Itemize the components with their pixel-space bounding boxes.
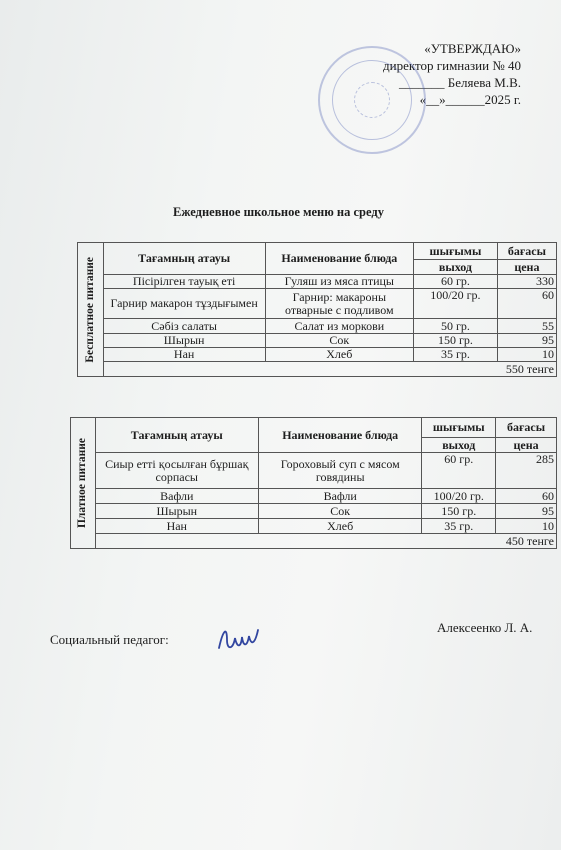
dish-ru: Хлеб [258,519,421,534]
col-output-kz: шығымы [414,243,498,260]
approval-signatory: _______ Беляева М.В. [399,75,521,90]
dish-price: 95 [497,334,556,348]
dish-price: 10 [496,519,557,534]
paid-menu-table [70,417,557,549]
total-row [78,362,557,377]
dish-price: 55 [497,319,556,334]
dish-output: 60 гр. [422,453,496,489]
total-amount: 550 тенге [103,362,556,377]
dish-ru: Вафли [258,489,421,504]
dish-output: 60 гр. [414,275,498,289]
table-row [78,319,557,334]
dish-ru: Гуляш из мяса птицы [265,275,414,289]
col-name-ru: Наименование блюда [258,418,421,453]
dish-ru: Сок [258,504,421,519]
handwritten-signature-icon [215,622,261,656]
dish-output: 50 гр. [414,319,498,334]
table-row [78,275,557,289]
col-name-kz: Тағамның атауы [103,243,265,275]
dish-price: 10 [497,348,556,362]
total-row [71,534,557,549]
dish-price: 60 [497,289,556,319]
table-row [78,348,557,362]
dish-ru: Хлеб [265,348,414,362]
official-stamp-icon [318,46,426,154]
dish-output: 100/20 гр. [422,489,496,504]
dish-price: 285 [496,453,557,489]
table-row [71,489,557,504]
dish-ru: Сок [265,334,414,348]
dish-kz: Сиыр етті қосылған бұршақ сорпасы [95,453,258,489]
approval-position: директор гимназии № 40 [383,58,521,73]
table-row [78,289,557,319]
total-amount: 450 тенге [95,534,556,549]
dish-kz: Сәбіз салаты [103,319,265,334]
dish-ru: Гороховый суп с мясом говядины [258,453,421,489]
dish-output: 100/20 гр. [414,289,498,319]
dish-price: 95 [496,504,557,519]
dish-kz: Пісірілген тауық еті [103,275,265,289]
col-price-ru: цена [497,260,556,275]
approval-date: «__»______2025 г. [419,92,521,107]
col-price-kz: бағасы [496,418,557,438]
col-name-kz: Тағамның атауы [95,418,258,453]
table-row [71,504,557,519]
dish-kz: Вафли [95,489,258,504]
col-price-kz: бағасы [497,243,556,260]
dish-kz: Гарнир макарон тұздығымен [103,289,265,319]
footer-role: Социальный педагог: [50,632,169,647]
table-row [71,519,557,534]
footer-name: Алексеенко Л. А. [437,620,533,635]
col-output-ru: выход [414,260,498,275]
col-output-ru: выход [422,438,496,453]
dish-output: 35 гр. [414,348,498,362]
dish-price: 330 [497,275,556,289]
dish-kz: Нан [103,348,265,362]
col-output-kz: шығымы [422,418,496,438]
paid-section-label: Платное питание [71,418,96,549]
approval-heading: «УТВЕРЖДАЮ» [424,41,521,56]
dish-kz: Шырын [95,504,258,519]
dish-kz: Шырын [103,334,265,348]
dish-price: 60 [496,489,557,504]
dish-output: 150 гр. [414,334,498,348]
table-row [78,334,557,348]
table-row [71,453,557,489]
dish-ru: Гарнир: макароны отварные с подливом [265,289,414,319]
dish-ru: Салат из моркови [265,319,414,334]
page-title: Ежедневное школьное меню на среду [173,205,384,219]
dish-output: 150 гр. [422,504,496,519]
free-section-label: Бесплатное питание [78,243,104,377]
free-menu-table [77,242,557,377]
dish-kz: Нан [95,519,258,534]
dish-output: 35 гр. [422,519,496,534]
col-name-ru: Наименование блюда [265,243,414,275]
col-price-ru: цена [496,438,557,453]
